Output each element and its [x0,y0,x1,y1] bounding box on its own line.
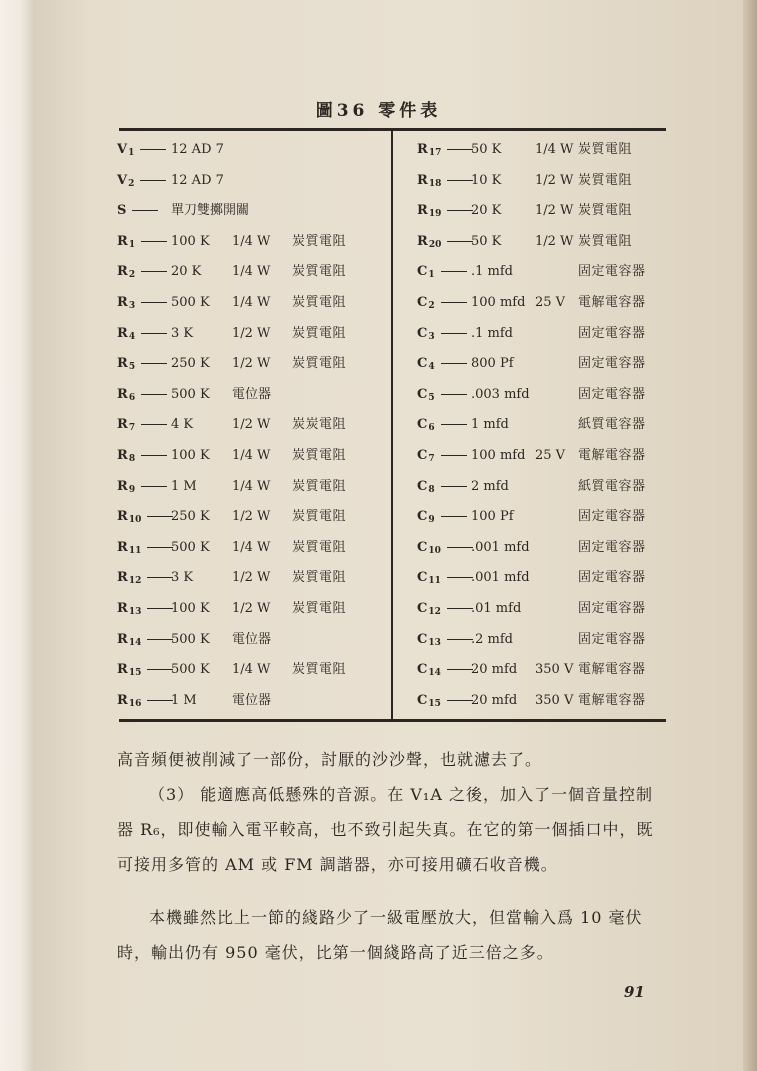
parts-table-row [0,321,757,347]
part-description: 炭炭電阻 [292,417,347,433]
table-bottom-rule [119,719,666,722]
part-reference-letter: R [117,539,128,555]
part-reference-letter: R [117,509,128,525]
part-value: 500 K [171,295,210,310]
part-reference-subscript: 4 [428,362,435,373]
part-rating: 25 V [535,448,566,463]
part-value: .001 mfd [471,539,530,555]
part-rating: 1/4 W [535,142,574,157]
part-description: 固定電容器 [578,509,646,525]
parts-table-row [0,382,757,408]
dash-separator [441,363,467,364]
part-reference-letter: C [417,356,428,372]
part-value: .003 mfd [471,386,530,402]
part-reference-subscript: 5 [128,362,136,373]
part-value: 250 K [171,356,210,372]
part-reference-letter: R [117,478,128,494]
part-value: .1 mfd [471,264,513,280]
part-reference-letter: R [117,570,128,586]
part-reference [417,627,477,656]
part-reference-subscript: 10 [428,545,441,556]
part-reference [417,535,477,564]
part-value: 50 K [471,142,502,157]
part-reference [417,168,477,197]
part-value: 100 K [171,448,210,463]
part-value: 100 K [171,601,210,616]
part-reference-letter: C [417,539,428,555]
parts-table-row [0,565,757,591]
part-reference-subscript: 18 [428,178,442,189]
part-value: 500 K [171,386,210,402]
table-title: 圖36 零件表 [315,101,442,121]
part-value: 10 K [471,172,502,188]
part-description: 固定電容器 [578,264,646,280]
part-value: 250 K [171,509,210,525]
part-reference-letter: R [117,356,128,372]
part-reference-subscript: 5 [428,392,435,403]
part-reference-subscript: 6 [428,423,435,434]
part-rating: 1/4 W [232,539,271,555]
part-rating: 1/4 W [232,295,271,310]
part-reference-subscript: 8 [128,454,136,464]
part-reference-subscript: 1 [428,270,435,281]
part-value: 20 mfd [471,692,518,708]
dash-separator [441,333,467,334]
part-reference-letter: V [117,172,128,188]
part-reference-letter: R [117,295,128,310]
parts-table-row [0,443,757,469]
part-description: 電解電容器 [578,295,646,310]
part-value: 單刀雙擲開關 [171,203,250,219]
dash-separator [447,577,473,578]
part-description: 電解電容器 [578,448,646,463]
part-reference-letter: R [417,142,428,157]
part-reference [417,443,471,472]
dash-separator [447,639,473,640]
part-description: 炭質電阻 [578,142,633,157]
part-reference-subscript: 15 [128,668,142,679]
dash-separator [441,424,467,425]
part-reference-letter: C [417,570,428,586]
part-reference-subscript: 9 [128,484,136,495]
part-reference-letter: R [117,233,128,249]
part-description: 炭質電阻 [292,356,347,372]
part-description: 炭質電阻 [292,264,347,280]
part-reference-subscript: 9 [428,515,435,526]
part-reference-letter: C [417,386,428,402]
part-reference-subscript: 17 [428,148,442,158]
dash-separator [441,302,467,303]
dash-separator [447,547,473,548]
part-reference [417,229,477,258]
part-reference [417,321,471,350]
part-reference-letter: R [117,264,128,280]
part-rating: 1/4 W [232,264,271,280]
part-description: 炭質電阻 [292,601,347,616]
dash-separator [441,271,467,272]
part-description: 電解電容器 [578,692,646,708]
part-rating: 1/2 W [535,172,574,188]
part-reference-subscript: 1 [128,148,135,158]
part-reference [417,137,477,166]
part-description: 炭質電阻 [578,203,633,219]
part-value: 20 K [171,264,202,280]
part-rating: 1/4 W [232,662,271,678]
part-value: 1 mfd [471,417,509,433]
part-reference [417,596,477,625]
part-value: 50 K [471,233,502,249]
part-reference-subscript: 13 [428,637,441,648]
body-paragraph-1: 高音頻便被削減了一部份，討厭的沙沙聲，也就濾去了。 [117,750,543,769]
part-reference-letter: R [417,233,428,249]
part-description: 固定電容器 [578,601,646,616]
part-reference-letter: C [417,325,428,341]
part-description: 炭質電阻 [292,325,347,341]
part-reference-letter: C [417,601,428,616]
part-rating: 350 V [535,692,574,708]
part-value: 3 K [171,570,194,586]
part-description: 炭質電阻 [292,478,347,494]
part-value: .1 mfd [471,325,513,341]
dash-separator [441,516,467,517]
part-reference-letter: V [117,142,128,157]
part-reference-letter: C [417,692,428,708]
part-rating: 1/2 W [535,203,574,219]
part-rating: 1/4 W [232,448,271,463]
part-value: 12 AD 7 [171,142,224,157]
part-value: 3 K [171,325,194,341]
part-reference-letter: C [417,509,428,525]
part-reference-subscript: 3 [128,301,136,311]
part-reference-letter: R [117,631,128,647]
part-reference-letter: C [417,662,428,678]
parts-table-row [0,137,757,163]
part-value: .2 mfd [471,631,513,647]
dash-separator [447,700,473,701]
part-reference [417,504,471,533]
body-paragraph-2: （3） 能適應高低懸殊的音源。在 V₁A 之後，加入了一個音量控制器 R₆，即使輸入電平較高，也不致引起失真。在它的第一個插口中，既可接用多管的 AM 或 FM 調諧器，亦可接用礦石收音機。 [117,785,654,874]
parts-table-row [0,535,757,561]
part-reference [417,412,471,441]
part-value: .001 mfd [471,570,530,586]
dash-separator [447,241,473,242]
body-paragraph-3: 本機雖然比上一節的綫路少了一級電壓放大，但當輸入爲 10 毫伏時，輸出仍有 950 毫伏，比第一個綫路高了近三倍之多。 [117,908,643,962]
part-reference-letter: C [417,417,428,433]
part-description: 紙質電容器 [578,417,646,433]
part-reference-subscript: 20 [428,239,442,250]
part-reference [417,565,477,594]
part-reference-letter: C [417,631,428,647]
parts-table-row [0,168,757,194]
part-reference-subscript: 6 [128,392,136,403]
parts-table-row [0,412,757,438]
part-reference-subscript: 14 [428,668,441,679]
part-rating: 1/2 W [232,356,271,372]
part-reference-letter: C [417,295,428,310]
parts-table-row [0,627,757,653]
part-reference-letter: R [117,662,128,678]
part-reference [417,290,471,319]
part-description: 炭質電阻 [292,509,347,525]
dash-separator [441,455,467,456]
parts-table-row [0,474,757,500]
part-rating: 1/4 W [232,478,271,494]
part-description: 炭質電阻 [292,233,347,249]
parts-table-row [0,290,757,316]
parts-table-row [0,504,757,530]
part-rating: 1/2 W [232,570,271,586]
part-rating: 電位器 [232,631,272,647]
part-reference-subscript: 2 [128,178,135,189]
part-rating: 350 V [535,662,574,678]
dash-separator [447,210,473,211]
part-reference-subscript: 7 [428,454,435,464]
part-value: 500 K [171,662,210,678]
part-reference-letter: C [417,448,428,463]
parts-table-row [0,229,757,255]
dash-separator [447,149,473,150]
part-rating: 電位器 [232,386,272,402]
part-reference-letter: S [117,203,127,219]
part-reference [417,351,471,380]
dash-separator [441,394,467,395]
part-reference [417,688,477,717]
part-reference-letter: R [117,448,128,463]
part-reference-letter: C [417,264,428,280]
part-reference-subscript: 12 [128,576,142,587]
part-description: 炭質電阻 [292,448,347,463]
part-value: 12 AD 7 [171,172,224,188]
part-description: 固定電容器 [578,325,646,341]
part-rating: 1/2 W [232,509,271,525]
dash-separator [447,669,473,670]
part-reference-letter: R [417,172,428,188]
part-rating: 1/2 W [232,601,271,616]
part-value: 100 K [171,233,210,249]
part-reference-subscript: 7 [128,423,136,434]
part-description: 炭質電阻 [292,295,347,310]
part-reference-subscript: 2 [128,270,136,281]
part-description: 電解電容器 [578,662,646,678]
part-value: 100 Pf [471,509,514,525]
part-description: 炭質電阻 [578,172,633,188]
part-reference-subscript: 3 [428,331,435,342]
part-reference-letter: R [117,386,128,402]
part-reference-subscript: 11 [128,545,142,556]
part-reference-letter: R [417,203,428,219]
part-reference-letter: R [117,692,128,708]
part-reference-subscript: 14 [128,637,142,648]
part-reference-subscript: 8 [428,484,435,495]
part-reference-subscript: 13 [128,607,142,617]
part-reference [417,259,471,288]
part-reference-letter: R [117,417,128,433]
part-description: 固定電容器 [578,386,646,402]
part-reference-letter: R [117,325,128,341]
dash-separator [447,180,473,181]
part-value: 4 K [171,417,194,433]
part-description: 炭質電阻 [292,570,347,586]
part-reference [417,382,471,411]
part-rating: 25 V [535,295,566,310]
part-value: 100 mfd [471,295,526,310]
parts-table-row [0,351,757,377]
part-description: 炭質電阻 [578,233,633,249]
part-reference-letter: R [117,601,128,616]
part-rating: 1/2 W [232,417,271,433]
part-value: 1 M [171,692,197,708]
part-description: 固定電容器 [578,631,646,647]
part-reference-subscript: 19 [428,209,442,220]
part-value: 20 mfd [471,662,518,678]
dash-separator [441,486,467,487]
part-reference-subscript: 10 [128,515,142,526]
part-reference-subscript: 4 [128,331,136,342]
part-value: 500 K [171,539,210,555]
part-description: 紙質電容器 [578,478,646,494]
part-description: 固定電容器 [578,570,646,586]
part-description: 固定電容器 [578,539,646,555]
parts-table-row [0,596,757,622]
part-description: 炭質電阻 [292,539,347,555]
part-rating: 1/2 W [232,325,271,341]
part-value: 100 mfd [471,448,526,463]
parts-table-row [0,198,757,224]
parts-table-row [0,657,757,683]
parts-table-row [0,688,757,714]
part-reference-letter: C [417,478,428,494]
part-reference-subscript: 16 [128,698,142,709]
part-reference [417,657,477,686]
part-value: 2 mfd [471,478,509,494]
dash-separator [447,608,473,609]
part-rating: 1/4 W [232,233,271,249]
part-reference-subscript: 2 [428,301,435,311]
parts-table-row [0,259,757,285]
part-reference-subscript: 1 [128,239,136,250]
part-rating: 電位器 [232,692,272,708]
part-reference-subscript: 11 [428,576,441,587]
part-description: 固定電容器 [578,356,646,372]
part-value: 500 K [171,631,210,647]
part-reference-subscript: 15 [428,698,441,709]
part-reference [417,474,471,503]
part-value: 20 K [471,203,502,219]
page-number: 91 [624,983,645,1001]
part-description: 炭質電阻 [292,662,347,678]
part-reference [417,198,477,227]
part-reference-subscript: 12 [428,607,441,617]
part-value: 800 Pf [471,356,514,372]
part-value: 1 M [171,478,197,494]
part-rating: 1/2 W [535,233,574,249]
part-value: .01 mfd [471,601,522,616]
